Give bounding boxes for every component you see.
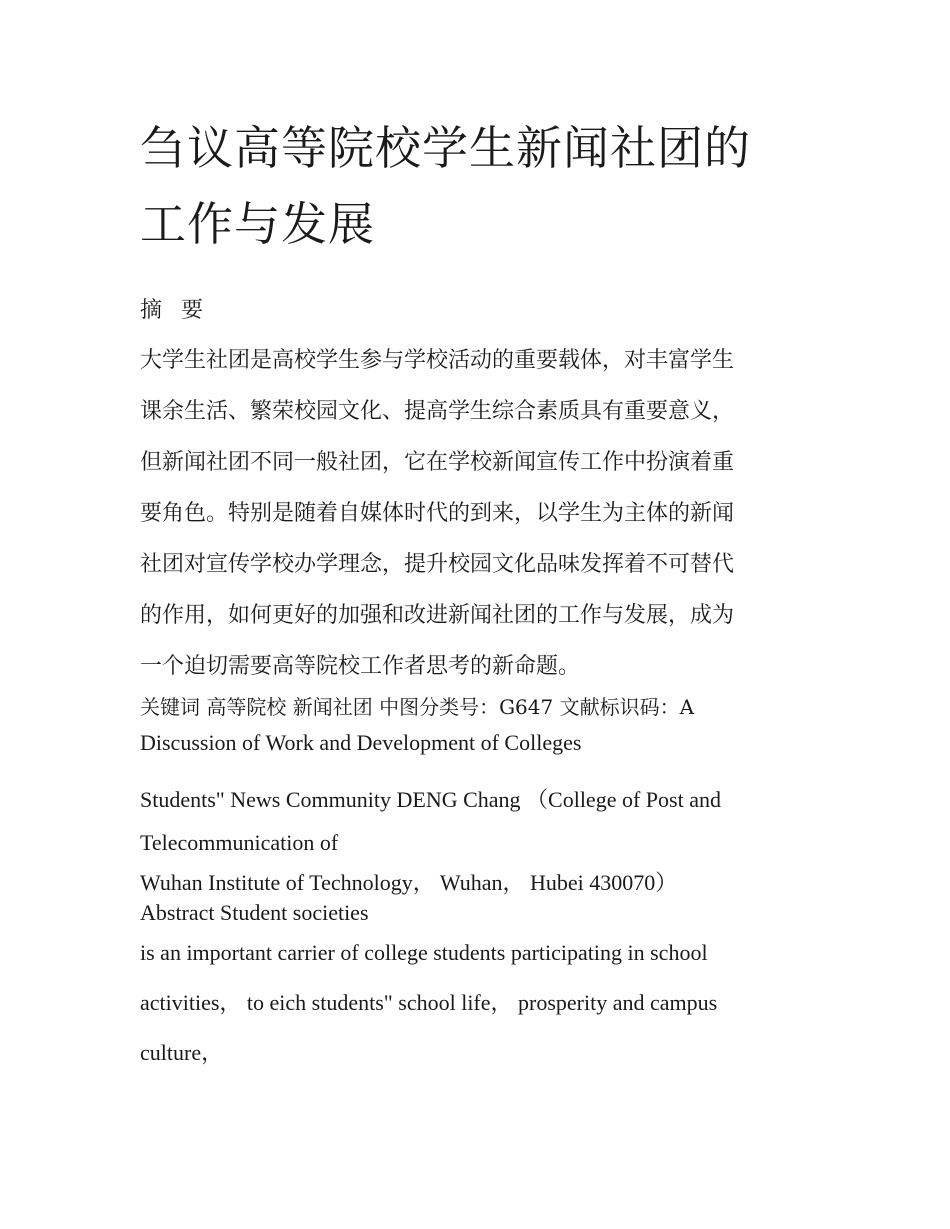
abstract-label: Abstract Student societies (140, 900, 369, 925)
english-title: Discussion of Work and Development of Colleges (140, 730, 582, 755)
abstract-cn-line: 但新闻社团不同一般社团，它在学校新闻宣传工作中扮演着重 (140, 450, 735, 475)
affiliation-line: Telecommunication of (140, 830, 339, 855)
keywords-line: 关键词 高等院校 新闻社团 中图分类号：G647 文献标识码：A (140, 695, 695, 719)
abstract-cn-line: 社团对宣传学校办学理念，提升校园文化品味发挥着不可替代 (140, 552, 735, 577)
affiliation (140, 778, 820, 864)
abstract-cn-line: 一个迫切需要高等院校工作者思考的新命题。 (140, 654, 581, 679)
abstract-en-line: culture， (140, 1040, 224, 1065)
abstract-cn-line: 大学生社团是高校学生参与学校活动的重要载体，对丰富学生 (140, 348, 735, 373)
abstract-en-line: activities， to eich students" school life， prosperity and campus (140, 990, 718, 1015)
title-line-2: 工作与发展 (140, 197, 375, 251)
affiliation-address: Wuhan Institute of Technology， Wuhan， Hubei 430070） (140, 870, 678, 895)
abstract-english (140, 928, 820, 1078)
document-title (140, 110, 820, 262)
document-page (140, 110, 820, 1078)
abstract-heading: 摘 要 (140, 298, 209, 323)
abstract-cn-line: 的作用，如何更好的加强和改进新闻社团的工作与发展，成为 (140, 603, 735, 628)
abstract-cn-line: 课余生活、繁荣校园文化、提高学生综合素质具有重要意义， (140, 399, 735, 424)
abstract-cn-line: 要角色。特别是随着自媒体时代的到来，以学生为主体的新闻 (140, 501, 735, 526)
abstract-chinese (140, 335, 820, 692)
abstract-en-line: is an important carrier of college students participating in school (140, 940, 708, 965)
title-line-1: 刍议高等院校学生新闻社团的 (140, 121, 751, 175)
affiliation-line: Students" News Community DENG Chang （College of Post and (140, 787, 721, 812)
